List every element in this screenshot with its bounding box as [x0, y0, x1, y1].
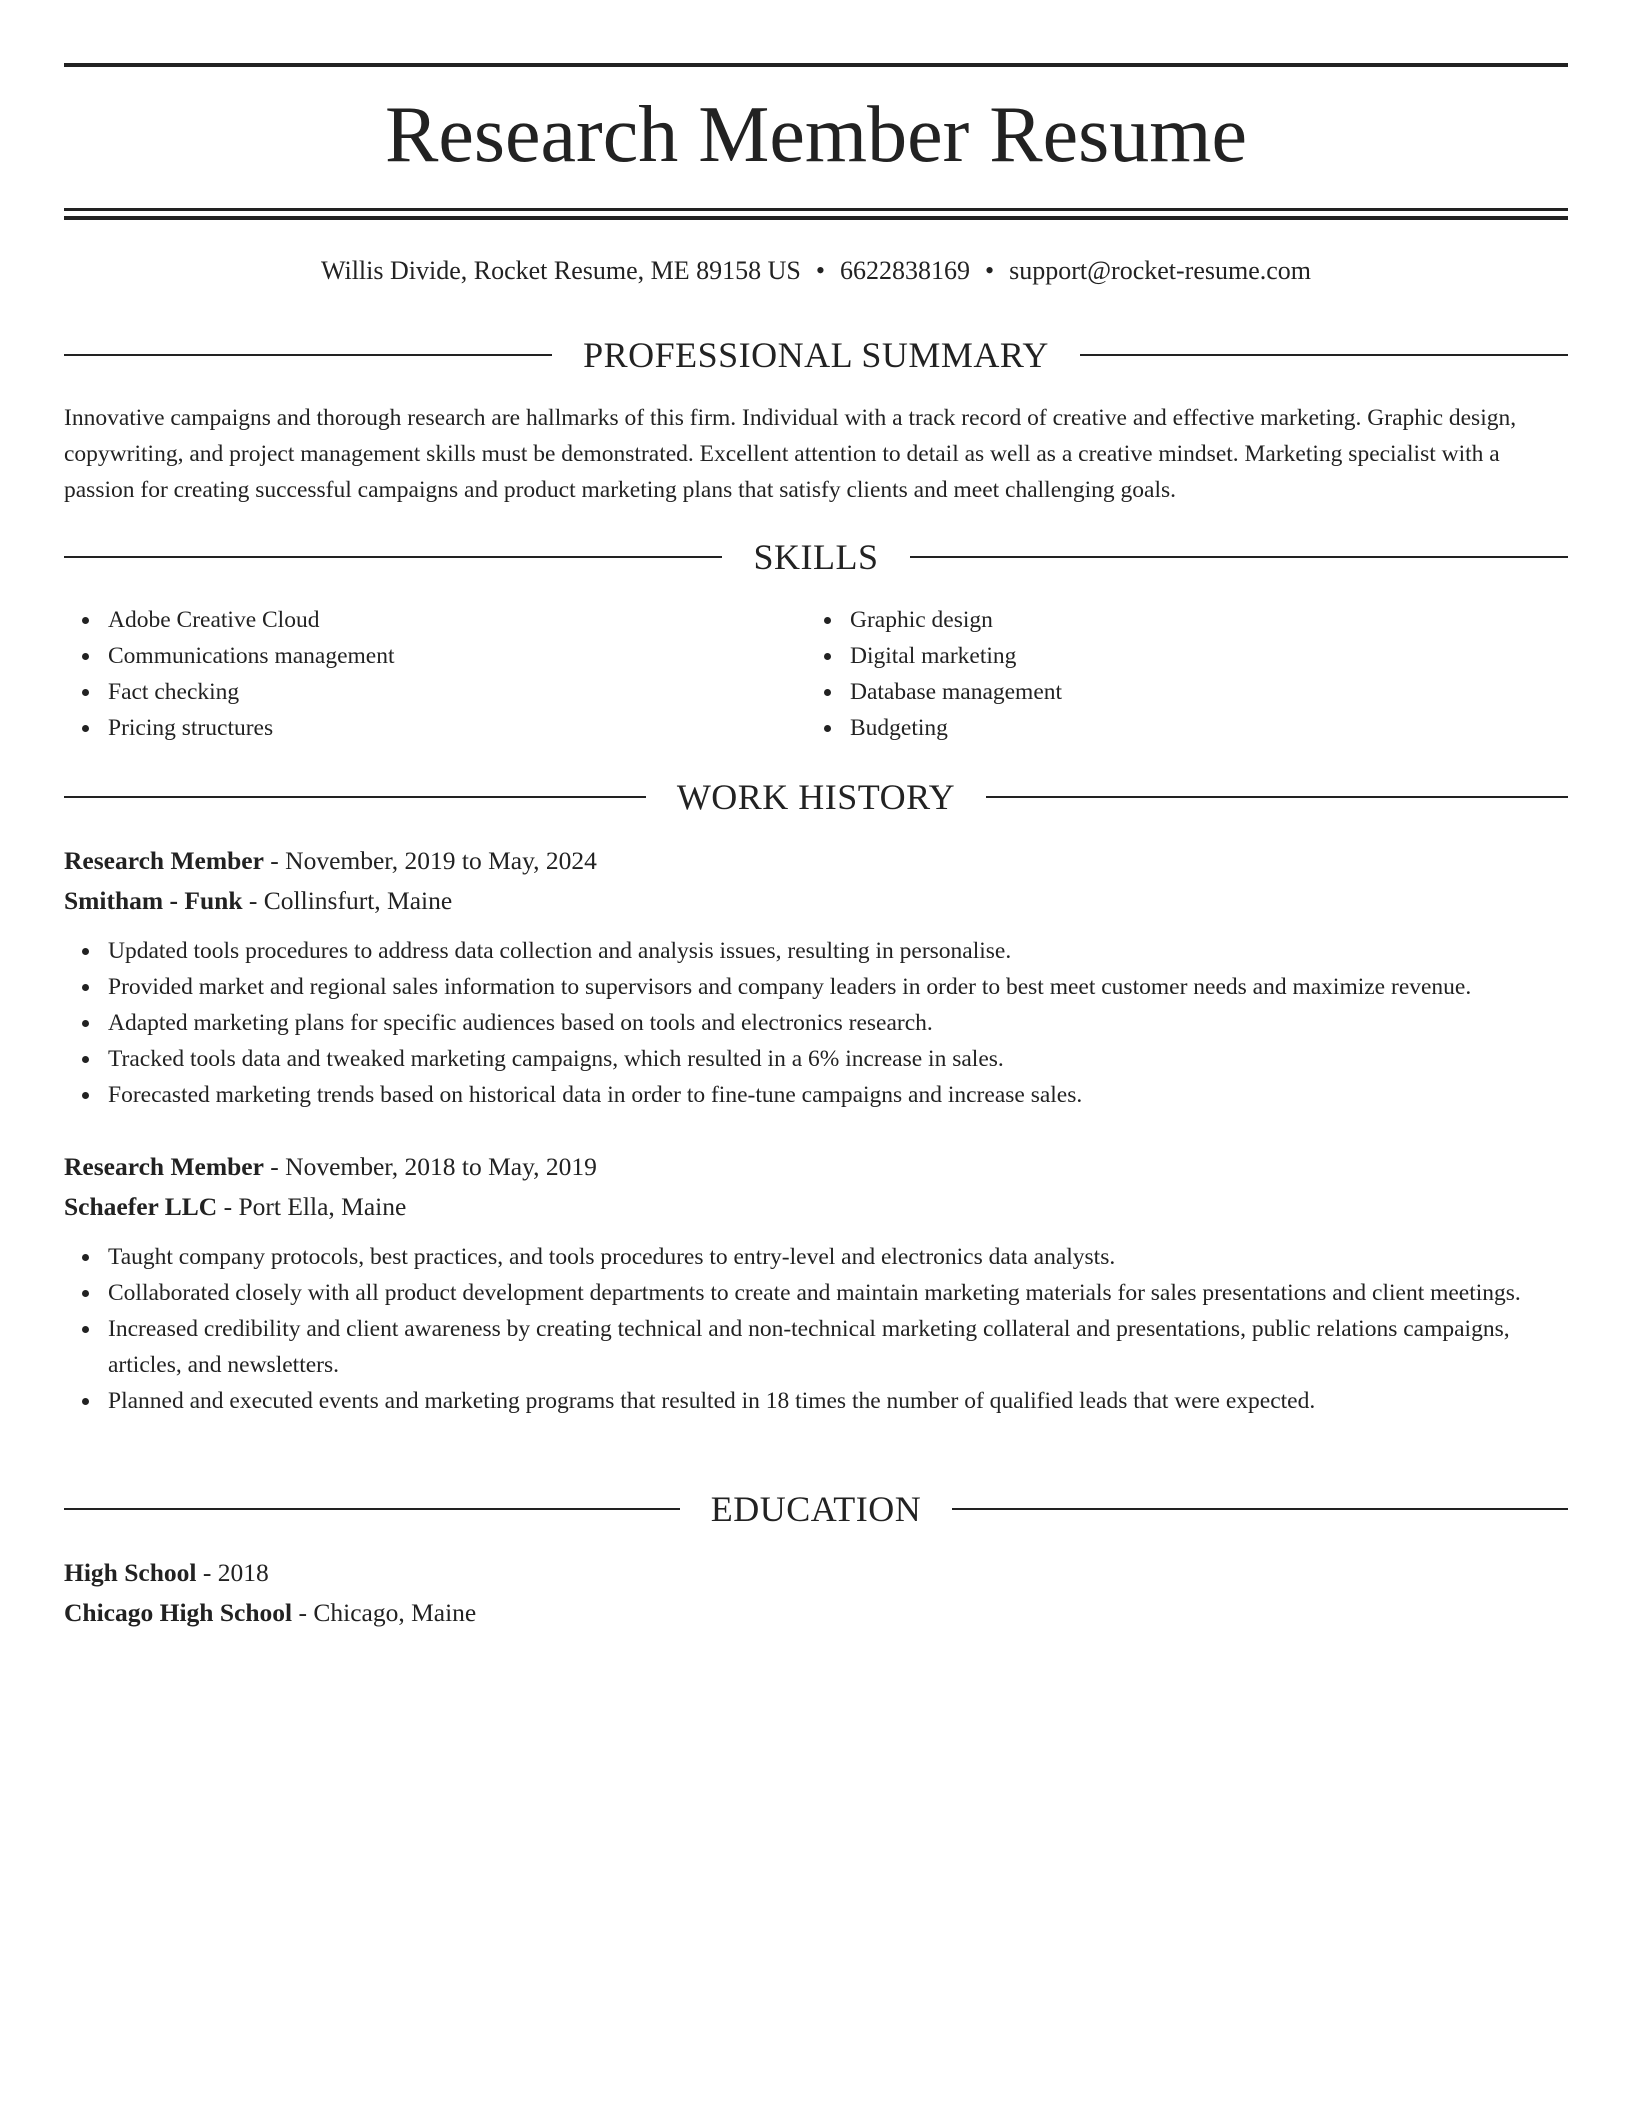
job-dates: - November, 2019 to May, 2024 — [263, 846, 597, 875]
contact-phone: 6622838169 — [840, 256, 970, 285]
section-title: EDUCATION — [710, 1489, 922, 1529]
job-entry — [64, 841, 1568, 1113]
job-company-row — [64, 881, 1568, 921]
job-bullet: Adapted marketing plans for specific audiences based on tools and electronics research. — [108, 1005, 1568, 1041]
job-bullet: Taught company protocols, best practices, and tools procedures to entry-level and electronics data analysts. — [108, 1239, 1568, 1275]
skill-item: Adobe Creative Cloud — [108, 602, 395, 638]
skill-item: Graphic design — [850, 602, 1062, 638]
education-degree-row — [64, 1553, 1568, 1593]
contact-separator: • — [985, 256, 995, 285]
title-bottom-rule — [64, 208, 1568, 211]
education-entry — [64, 1553, 1568, 1633]
section-title: SKILLS — [753, 537, 879, 577]
skill-item: Budgeting — [850, 710, 1062, 746]
job-bullet: Tracked tools data and tweaked marketing campaigns, which resulted in a 6% increase in sales. — [108, 1041, 1568, 1077]
section-heading-summary — [64, 333, 1568, 377]
job-company: Schaefer LLC — [64, 1192, 218, 1221]
skill-item: Pricing structures — [108, 710, 395, 746]
contact-email[interactable]: support@rocket-resume.com — [1009, 256, 1312, 285]
skill-item: Communications management — [108, 638, 395, 674]
contact-line — [64, 254, 1568, 288]
job-bullet: Updated tools procedures to address data collection and analysis issues, resulting in personalise. — [108, 933, 1568, 969]
contact-separator: • — [815, 256, 825, 285]
title-bottom-rule-double — [64, 216, 1568, 220]
job-location: - Collinsfurt, Maine — [242, 886, 453, 915]
job-title-row — [64, 1147, 1568, 1187]
job-bullet: Forecasted marketing trends based on historical data in order to fine-tune campaigns and increase sales. — [108, 1077, 1568, 1113]
job-company: Smitham - Funk — [64, 886, 243, 915]
skill-item: Digital marketing — [850, 638, 1062, 674]
resume-title: Research Member Resume — [385, 91, 1247, 179]
section-title: PROFESSIONAL SUMMARY — [583, 335, 1049, 375]
education-school: Chicago High School — [64, 1598, 293, 1627]
job-company-row — [64, 1187, 1568, 1227]
job-bullets — [64, 933, 1568, 1113]
education-location: - Chicago, Maine — [292, 1598, 477, 1627]
job-title: Research Member — [64, 1152, 264, 1181]
section-heading-education — [64, 1487, 1568, 1531]
job-bullets — [64, 1239, 1568, 1419]
job-title: Research Member — [64, 846, 264, 875]
job-location: - Port Ella, Maine — [217, 1192, 407, 1221]
job-bullet: Provided market and regional sales information to supervisors and company leaders in order to best meet customer needs and maximize revenue. — [108, 969, 1568, 1005]
title-block — [64, 63, 1568, 220]
skills-column-right — [806, 602, 1062, 746]
skills-column-left — [64, 602, 395, 746]
contact-address: Willis Divide, Rocket Resume, ME 89158 US — [320, 256, 801, 285]
job-dates: - November, 2018 to May, 2019 — [263, 1152, 597, 1181]
section-heading-work — [64, 775, 1568, 819]
skill-item: Fact checking — [108, 674, 395, 710]
summary-text: Innovative campaigns and thorough research are hallmarks of this firm. Individual with a track record of creative and effective marketing. Graphic design, copywriting, and project management skills must be demonstrated. Excellent attention to detail as well as a creative mindset. Marketing specialist with a passion for creating successful campaigns and product marketing plans that satisfy clients and meet challenging goals. — [64, 405, 1517, 503]
job-entry — [64, 1147, 1568, 1419]
job-bullet: Planned and executed events and marketing programs that resulted in 18 times the number of qualified leads that were expected. — [108, 1383, 1568, 1419]
skill-item: Database management — [850, 674, 1062, 710]
education-year: - 2018 — [196, 1558, 269, 1587]
education-degree: High School — [64, 1558, 197, 1587]
job-title-row — [64, 841, 1568, 881]
section-heading-skills — [64, 535, 1568, 579]
education-school-row — [64, 1593, 1568, 1633]
section-title: WORK HISTORY — [676, 777, 956, 817]
job-bullet: Increased credibility and client awareness by creating technical and non-technical marketing collateral and presentations, public relations campaigns, articles, and newsletters. — [108, 1311, 1568, 1383]
title-top-rule — [64, 63, 1568, 67]
job-bullet: Collaborated closely with all product development departments to create and maintain marketing materials for sales presentations and client meetings. — [108, 1275, 1568, 1311]
